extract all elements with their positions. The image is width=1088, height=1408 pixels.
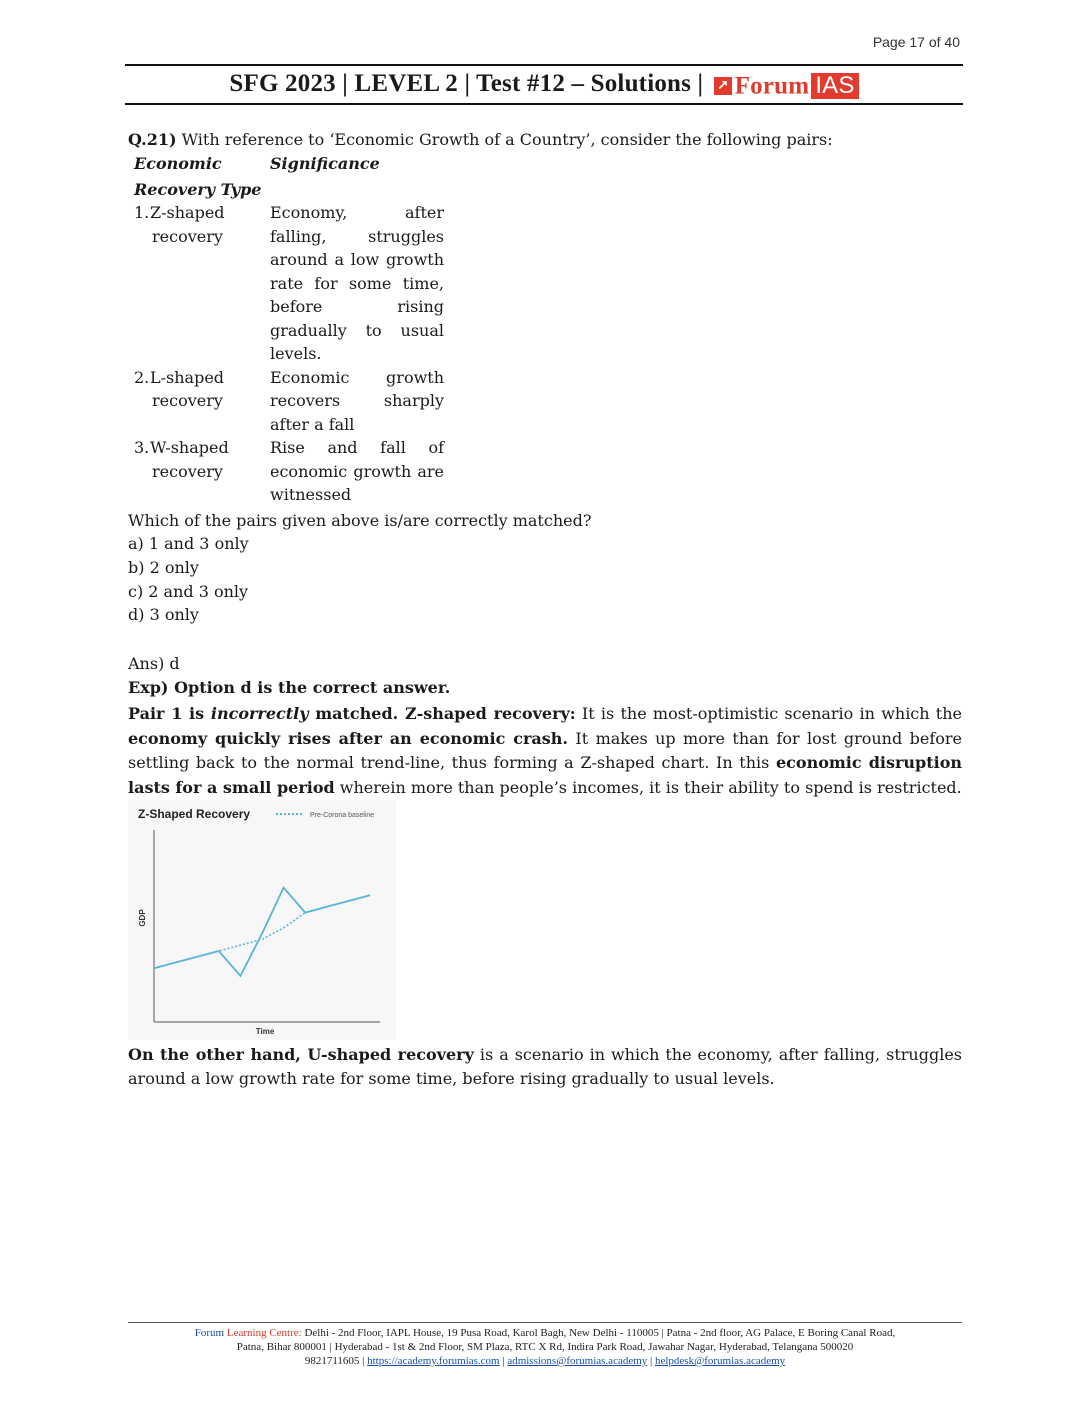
page-header [125,70,963,100]
pair-significance: Rise and fall of economic growth are witnessed [270,438,444,504]
logo-ias-text: IAS [811,73,858,99]
explanation-heading: Exp) Option d is the correct answer. [128,678,451,697]
pair-type-cell [134,201,270,366]
option-b: b) 2 only [128,558,199,577]
table-header-row [134,152,444,201]
pair-type-suffix: recovery [152,226,223,246]
legend-label-baseline: Pre-Corona baseline [310,812,375,819]
footer-address-1: Delhi - 2nd Floor, IAPL House, 19 Pusa Road, Karol Bagh, New Delhi - 110005 | Patna - 2nd floor, AG Palace, E Boring Canal Road, [301,1327,896,1339]
question-label: Q.21) [128,130,177,149]
pair-type: L-shaped [150,367,225,387]
header-top-rule [125,64,963,66]
footer-helpdesk-link[interactable]: helpdesk@forumias.academy [654,1355,786,1367]
pair1-verdict-italic: incorrectly [210,704,309,723]
pair-type-suffix: recovery [152,461,223,481]
header-title: SFG 2023 | LEVEL 2 | Test #12 – Solutions | [229,70,704,97]
table-row [134,366,444,437]
col1-header-line1: Economic [134,154,222,173]
page-number: Page 17 of 40 [872,34,960,50]
pair-number: 1. [134,203,150,222]
col1-header-line2: Recovery Type [134,179,262,199]
y-axis-label: GDP [138,909,147,927]
footer-line-1 [128,1326,962,1340]
option-c: c) 2 and 3 only [128,582,249,601]
question-stem [128,128,962,152]
footer-rule [128,1322,962,1323]
answer-line: Ans) d [128,654,180,673]
footer-brand-suffix: Learning Centre: [224,1327,302,1339]
pair1-bold-c: economy quickly rises after an economic crash. [128,728,568,748]
forumias-logo [714,71,859,100]
explanation-paragraph-1 [128,702,962,800]
col1-header [134,152,270,201]
chart-svg [128,800,396,1040]
question-text: With reference to ‘Economic Growth of a Country’, consider the following pairs: [176,130,833,149]
footer-brand: Forum [194,1327,225,1339]
option-a: a) 1 and 3 only [128,534,249,553]
z-shaped-recovery-chart [128,800,396,1040]
u-shape-text: is a scenario in which the economy, after falling, struggles around a low growth rate for some time, before rising gradually to usual levels. [128,1045,962,1088]
footer-admissions-link[interactable]: admissions@forumias.academy [507,1355,648,1367]
pair-type-cell [134,366,270,437]
footer-phone: 9821711605 [304,1355,360,1367]
pairs-table [134,152,444,507]
pair1-text-3: wherein more than people’s incomes, it is their ability to spend is restricted. [334,777,962,797]
col2-header: Significance [270,154,380,173]
logo-forum-text: Forum [734,71,810,99]
x-axis-label: Time [255,1027,275,1036]
page-footer [128,1326,962,1368]
pair1-verdict-b: matched. Z-shaped recovery: [308,704,576,723]
pair1-text-1: It is the most-optimistic scenario in which the [575,704,963,723]
footer-website-link[interactable]: https://academy.forumias.com [367,1355,500,1367]
pair1-verdict-a: Pair 1 is [128,704,211,723]
pair-number: 2. [134,367,150,387]
pair-significance: Economic growth recovers sharply after a fall [270,367,444,434]
series-line-gdp [154,888,370,976]
table-row [134,436,444,507]
pair-type-cell [134,436,270,507]
pair-type: Z-shaped [150,203,225,222]
pair-number: 3. [134,438,150,457]
logo-arrow-icon: ↗ [714,77,732,95]
chart-title: Z-Shaped Recovery [138,807,251,821]
question-prompt: Which of the pairs given above is/are correctly matched? [128,511,592,530]
footer-contacts: 9821711605 | https://academy.forumias.com | admissions@forumias.academy | helpdesk@forumias.academy [304,1355,786,1367]
series-layer [154,888,370,976]
pair1-text-2: It makes up more than for lost ground before settling back to the normal trend-line, thus forming a Z-shaped chart. In this [128,728,962,772]
pair-type-suffix: recovery [152,391,223,410]
u-shape-bold: On the other hand, U-shaped recovery [128,1045,474,1064]
pair-significance: Economy, after falling, struggles around a low growth rate for some time, before rising gradually to usual levels. [270,203,444,363]
explanation-paragraph-2 [128,1043,962,1091]
header-bottom-rule [125,103,963,105]
footer-address-2: Patna, Bihar 800001 | Hyderabad - 1st & 2nd Floor, SM Plaza, RTC X Rd, Indira Park Road, Jawahar Nagar, Hyderabad, Telangana 500020 [236,1341,854,1353]
pair1-bold-d: economic disruption lasts for a small period [128,753,963,797]
option-d: d) 3 only [128,605,199,624]
pair-type: W-shaped [150,438,229,457]
table-row [134,201,444,366]
